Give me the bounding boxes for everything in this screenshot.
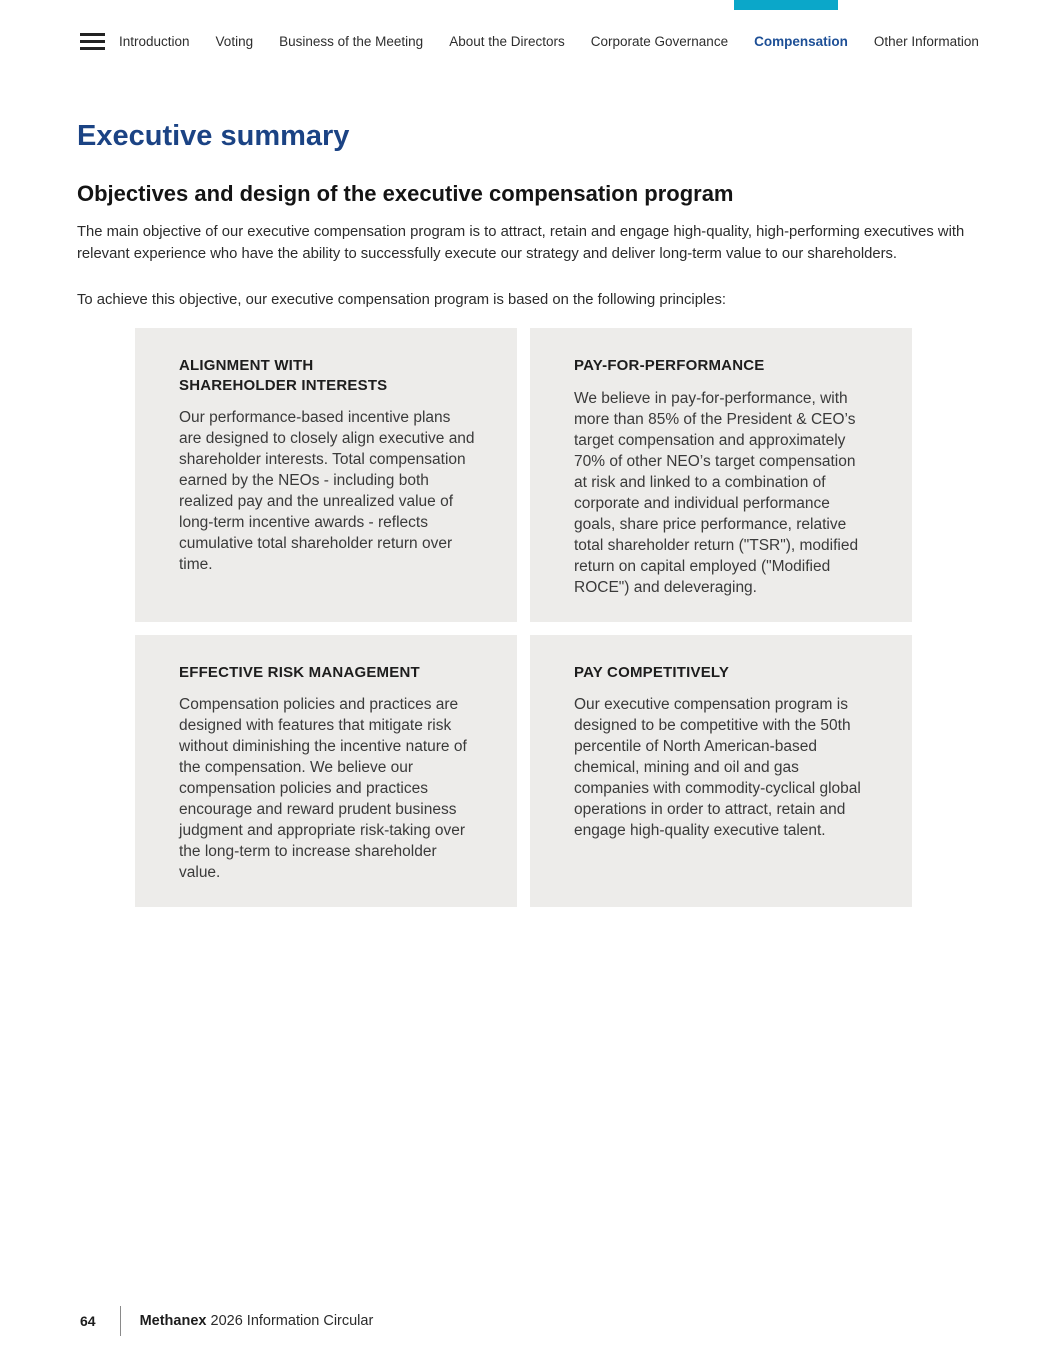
nav-item-corporate-governance[interactable]: Corporate Governance [590,33,729,49]
principle-body-alignment: Our performance-based incentive plans are designed to closely align executive and shareholder interests. Total compensation earned by the NEOs - including both realized pay and the unrealized value of long-term incentive awards - reflects cumulative total shareholder return over time. [179,409,475,574]
principle-title-pay-for-performance: PAY-FOR-PERFORMANCE [574,357,765,375]
page-footer [80,1306,373,1336]
section-heading: Objectives and design of the executive compensation program [77,181,734,206]
footer-brand: Methanex [139,1313,207,1329]
nav-item-introduction[interactable]: Introduction [119,33,190,49]
section-accent-bar [734,0,838,10]
footer-document-title [140,1313,374,1329]
nav-item-business-of-the-meeting[interactable]: Business of the Meeting [279,33,424,49]
principle-title-risk-management: EFFECTIVE RISK MANAGEMENT [179,663,420,681]
principles-lead-paragraph: To achieve this objective, our executive compensation program is based on the following principles: [77,291,726,308]
principle-title-pay-competitively: PAY COMPETITIVELY [574,663,730,681]
nav-items [119,34,979,49]
page-title: Executive summary [77,120,350,152]
principle-box-pay-competitively [530,635,912,908]
main-content [77,118,972,907]
principle-body-pay-competitively: Our executive compensation program is designed to be competitive with the 50th percentile of North American-based chemical, mining and oil and gas companies with commodity-cyclical global operations in order to attract, retain and engage high-quality executive talent. [574,696,861,840]
nav-item-about-the-directors[interactable]: About the Directors [449,33,565,49]
nav-item-compensation[interactable]: Compensation [754,33,848,49]
intro-paragraph: The main objective of our executive compensation program is to attract, retain and engage high-quality, high-performing executives with relevant experience who have the ability to successfully execute our strategy and deliver long-term value to our shareholders. [77,224,965,263]
footer-title-text: 2026 Information Circular [210,1313,374,1329]
nav-item-voting[interactable]: Voting [215,33,254,49]
footer-page-number: 64 [80,1313,96,1329]
principle-body-pay-for-performance: We believe in pay-for-performance, with more than 85% of the President & CEO’s target compensation and approximately 70% of other NEO’s target compensation at risk and linked to a combination of corporate and individual performance goals, share price performance, relative total shareholder return ("TSR"), modified return on capital employed ("Modified ROCE") and deleveraging. [574,389,859,596]
principle-box-alignment [135,328,517,622]
principles-grid [135,328,912,907]
principle-box-pay-for-performance [530,328,912,622]
top-navigation [80,27,979,55]
hamburger-menu-icon[interactable] [80,33,105,50]
nav-item-other-information[interactable]: Other Information [873,33,979,49]
principle-body-risk-management: Compensation policies and practices are designed with features that mitigate risk without diminishing the incentive nature of the compensation. We believe our compensation policies and practices encourage and reward prudent business judgment and appropriate risk-taking over the long-term to increase shareholder value. [179,696,467,882]
principle-box-risk-management [135,635,517,908]
principle-title-alignment: ALIGNMENT WITH SHAREHOLDER INTERESTS [179,357,388,394]
footer-divider [120,1306,121,1336]
